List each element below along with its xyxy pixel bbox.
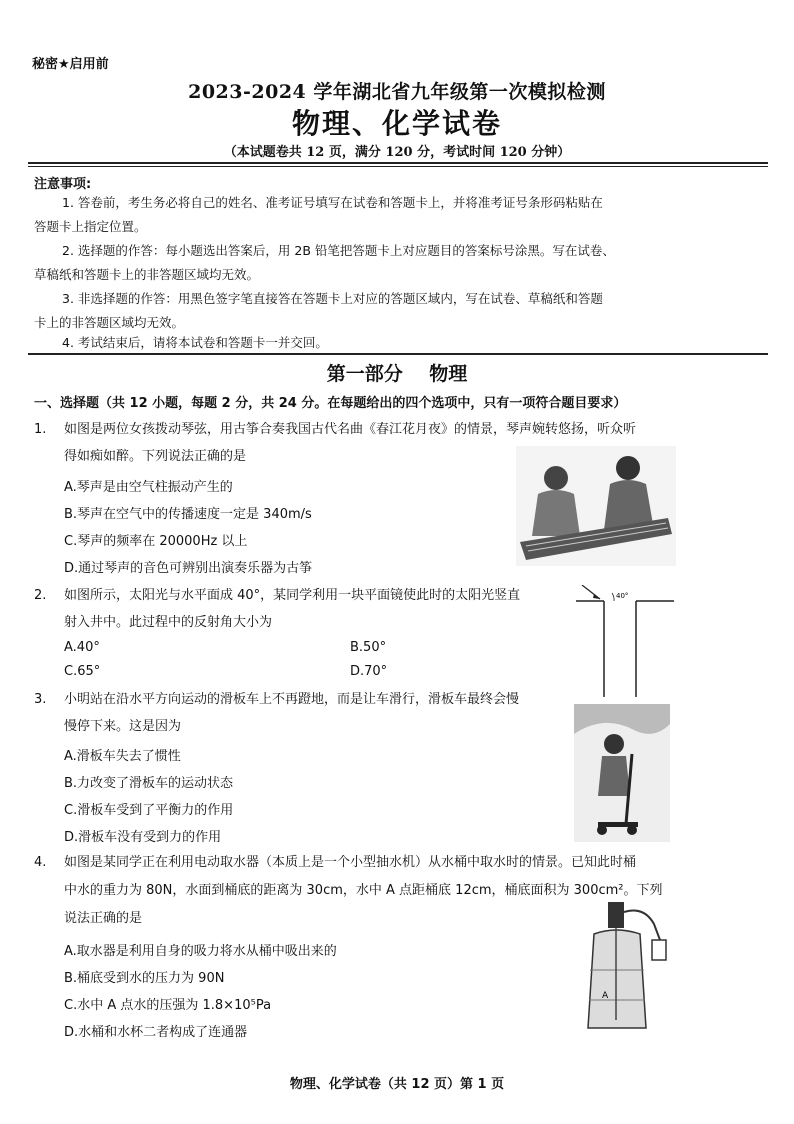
section-heading: 一、选择题（共 12 小题，每题 2 分，共 24 分。在每题给出的四个选项中，只有一项符合题目要求） [34, 396, 627, 411]
notice-line: 3. 非选择题的作答：用黑色签字笔直接答在答题卡上对应的答题区域内，写在试卷、草稿纸和答题 [62, 291, 603, 306]
question-stem: 小明站在沿水平方向运动的滑板车上不再蹬地，而是让车滑行，滑板车最终会慢 [64, 692, 520, 707]
guzheng-illustration [516, 446, 676, 566]
option-c: C.琴声的频率在 20000Hz 以上 [64, 534, 248, 549]
question-stem: 中水的重力为 80N，水面到桶底的距离为 30cm，水中 A 点距桶底 12cm，桶底面积为 300cm²。下列 [64, 883, 663, 898]
well-diagram [576, 585, 676, 697]
page-footer: 物理、化学试卷（共 12 页）第 1 页 [289, 1077, 505, 1092]
exam-title: 2023-2024 学年湖北省九年级第一次模拟检测 [188, 81, 606, 103]
water-bucket-diagram [584, 900, 680, 1034]
option-b: B.琴声在空气中的传播速度一定是 340m/s [64, 507, 312, 522]
question-stem: 射入井中。此过程中的反射角大小为 [64, 615, 273, 630]
option-a: A.滑板车失去了惯性 [64, 749, 181, 764]
notice-line: 答题卡上指定位置。 [34, 219, 147, 234]
header-divider [28, 162, 768, 167]
option-a: A.40° [64, 640, 100, 655]
option-c: C.滑板车受到了平衡力的作用 [64, 803, 234, 818]
question-stem: 慢停下来。这是因为 [64, 719, 182, 734]
question-stem: 如图所示，太阳光与水平面成 40°，某同学利用一块平面镜使此时的太阳光竖直 [64, 588, 521, 603]
option-c: C.水中 A 点水的压强为 1.8×10⁵Pa [64, 998, 272, 1013]
question-number: 2. [34, 588, 47, 603]
angle-label: 40° [616, 592, 629, 600]
scooter-photo [574, 704, 670, 842]
option-d: D.通过琴声的音色可辨别出演奏乐器为古筝 [64, 561, 313, 576]
option-b: B.力改变了滑板车的运动状态 [64, 776, 234, 791]
exam-info: （本试题卷共 12 页，满分 120 分，考试时间 120 分钟） [223, 145, 571, 160]
question-stem: 如图是某同学正在利用电动取水器（本质上是一个小型抽水机）从水桶中取水时的情景。已知此时桶 [64, 855, 637, 870]
option-c: C.65° [64, 664, 101, 679]
part-title: 第一部分 物理 [326, 363, 468, 385]
notice-line: 4. 考试结束后，请将本试卷和答题卡一并交回。 [62, 335, 328, 350]
question-stem: 如图是两位女孩拨动琴弦，用古筝合奏我国古代名曲《春江花月夜》的情景，琴声婉转悠扬，听众听 [64, 422, 637, 437]
option-d: D.滑板车没有受到力的作用 [64, 830, 222, 845]
option-d: D.水桶和水杯二者构成了连通器 [64, 1025, 248, 1040]
subject-title: 物理、化学试卷 [291, 107, 502, 140]
question-number: 3. [34, 692, 47, 707]
secret-mark: 秘密★启用前 [32, 57, 109, 72]
option-b: B.50° [350, 640, 387, 655]
notice-line: 草稿纸和答题卡上的非答题区域均无效。 [34, 267, 260, 282]
notice-line: 1. 答卷前，考生务必将自己的姓名、准考证号填写在试卷和答题卡上，并将准考证号条形码粘贴在 [62, 195, 603, 210]
question-stem: 说法正确的是 [64, 911, 143, 926]
question-stem: 得如痴如醉。下列说法正确的是 [64, 449, 247, 464]
option-a: A.取水器是利用自身的吸力将水从桶中吸出来的 [64, 944, 337, 959]
notice-line: 卡上的非答题区域均无效。 [34, 315, 185, 330]
question-number: 4. [34, 855, 47, 870]
option-a: A.琴声是由空气柱振动产生的 [64, 480, 233, 495]
option-d: D.70° [350, 664, 388, 679]
notice-divider [28, 353, 768, 355]
point-a-label: A [602, 991, 609, 1001]
option-b: B.桶底受到水的压力为 90N [64, 971, 225, 986]
question-number: 1. [34, 422, 47, 437]
notice-title: 注意事项: [34, 177, 92, 192]
notice-line: 2. 选择题的作答：每小题选出答案后，用 2B 铅笔把答题卡上对应题目的答案标号涂黑。写在试卷、 [62, 243, 615, 258]
